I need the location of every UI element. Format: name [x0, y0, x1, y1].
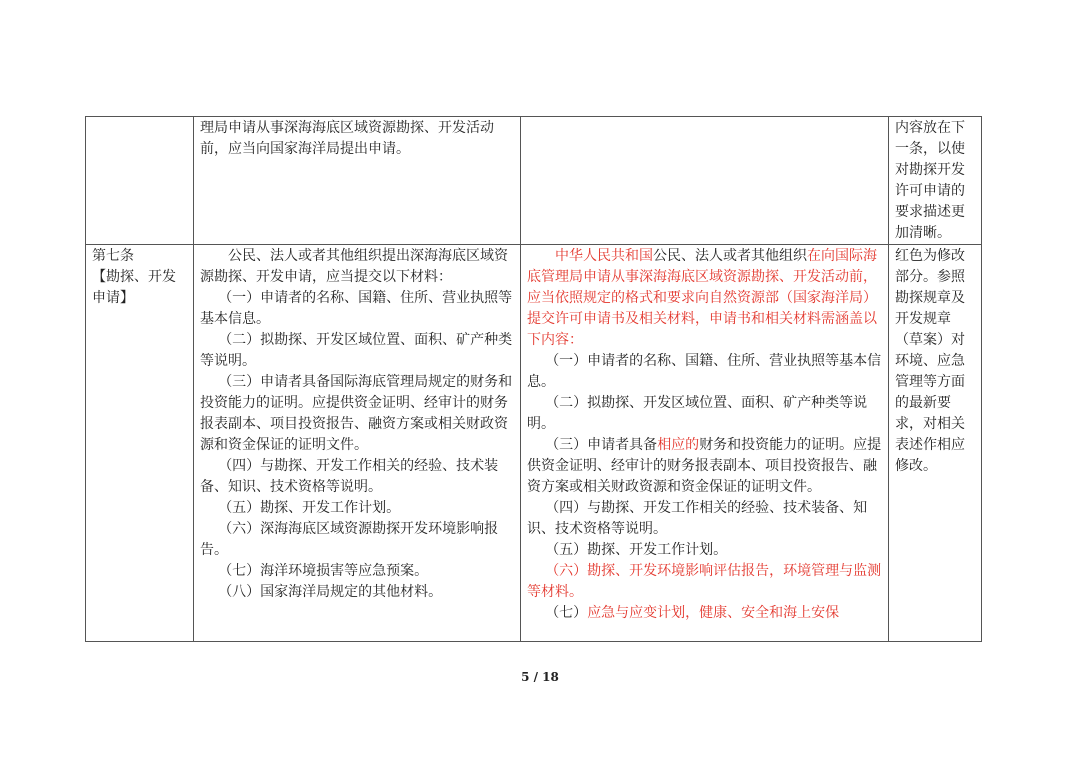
revised-item — [527, 435, 882, 498]
revised-segment: 中华人民共和国 — [555, 248, 653, 264]
revision-note: 红色为修改部分。参照勘探规章及开发规章（草案）对环境、应急管理等方面的最新要求，对相关表述作相应修改。 — [895, 248, 965, 474]
article-heading: 【勘探、开发申请】 — [92, 269, 176, 306]
page-number: 5 / 18 — [521, 670, 559, 684]
revised-segment: 在向国际海底管理局申请从事深海海底区域资源勘探、开发活动前，应当依照规定的格式和要求向自然资源部（国家海洋局）提交许可申请书及相关材料，申请书和相关材料需涵盖以下内容： — [527, 248, 877, 348]
revised-item: （四）与勘探、开发工作相关的经验、技术装备、知识、技术资格等说明。 — [527, 500, 868, 537]
revised-segment: 公民、法人或者其他组织 — [653, 248, 807, 264]
note-cell — [889, 117, 982, 245]
original-intro: 公民、法人或者其他组织提出深海海底区域资源勘探、开发申请，应当提交以下材料： — [200, 248, 508, 285]
revised-segment: 相应的 — [657, 437, 700, 453]
original-item: （八）国家海洋局规定的其他材料。 — [218, 584, 443, 600]
revised-segment: 应急与应变计划，健康、安全和海上安保 — [587, 605, 840, 621]
revised-item: （六）勘探、开发环境影响评估报告，环境管理与监测等材料。 — [527, 563, 882, 600]
article-cell — [86, 117, 194, 245]
original-text-cell — [194, 245, 521, 642]
revised-item: （五）勘探、开发工作计划。 — [545, 542, 728, 558]
revised-segment: （三）申请者具备 — [545, 437, 658, 453]
original-item: （一）申请者的名称、国籍、住所、营业执照等基本信息。 — [200, 290, 513, 327]
note-cell — [889, 245, 982, 642]
original-item: （六）深海海底区域资源勘探开发环境影响报告。 — [200, 521, 499, 558]
revised-segment: 财务和投资能力的证明。应提供资金证明、经审计的财务报表副本、项目投资报告、融资方案或相关财政资源和资金保证的证明文件。 — [527, 437, 882, 495]
revised-intro — [527, 246, 882, 351]
revision-note: 内容放在下一条，以使对勘探开发许可申请的要求描述更加清晰。 — [895, 120, 965, 241]
revised-text-cell — [521, 245, 889, 642]
comparison-table — [85, 116, 982, 642]
table-row — [86, 117, 982, 245]
original-item: （四）与勘探、开发工作相关的经验、技术装备、知识、技术资格等说明。 — [200, 458, 499, 495]
article-cell — [86, 245, 194, 642]
revised-segment: （七） — [545, 605, 588, 621]
revised-item: （二）拟勘探、开发区域位置、面积、矿产种类等说明。 — [527, 395, 868, 432]
original-text-cell — [194, 117, 521, 245]
original-item: （三）申请者具备国际海底管理局规定的财务和投资能力的证明。应提供资金证明、经审计的财务报表副本、项目投资报告、融资方案或相关财政资源和资金保证的证明文件。 — [200, 374, 513, 453]
revised-item: （一）申请者的名称、国籍、住所、营业执照等基本信息。 — [527, 353, 882, 390]
revised-item — [527, 603, 882, 624]
original-item: （二）拟勘探、开发区域位置、面积、矿产种类等说明。 — [200, 332, 513, 369]
original-text: 理局申请从事深海海底区域资源勘探、开发活动前，应当向国家海洋局提出申请。 — [200, 120, 494, 157]
original-item: （七）海洋环境损害等应急预案。 — [218, 563, 429, 579]
table-row — [86, 245, 982, 642]
revised-text-cell — [521, 117, 889, 245]
original-item: （五）勘探、开发工作计划。 — [218, 500, 401, 516]
article-number: 第七条 — [92, 248, 134, 264]
